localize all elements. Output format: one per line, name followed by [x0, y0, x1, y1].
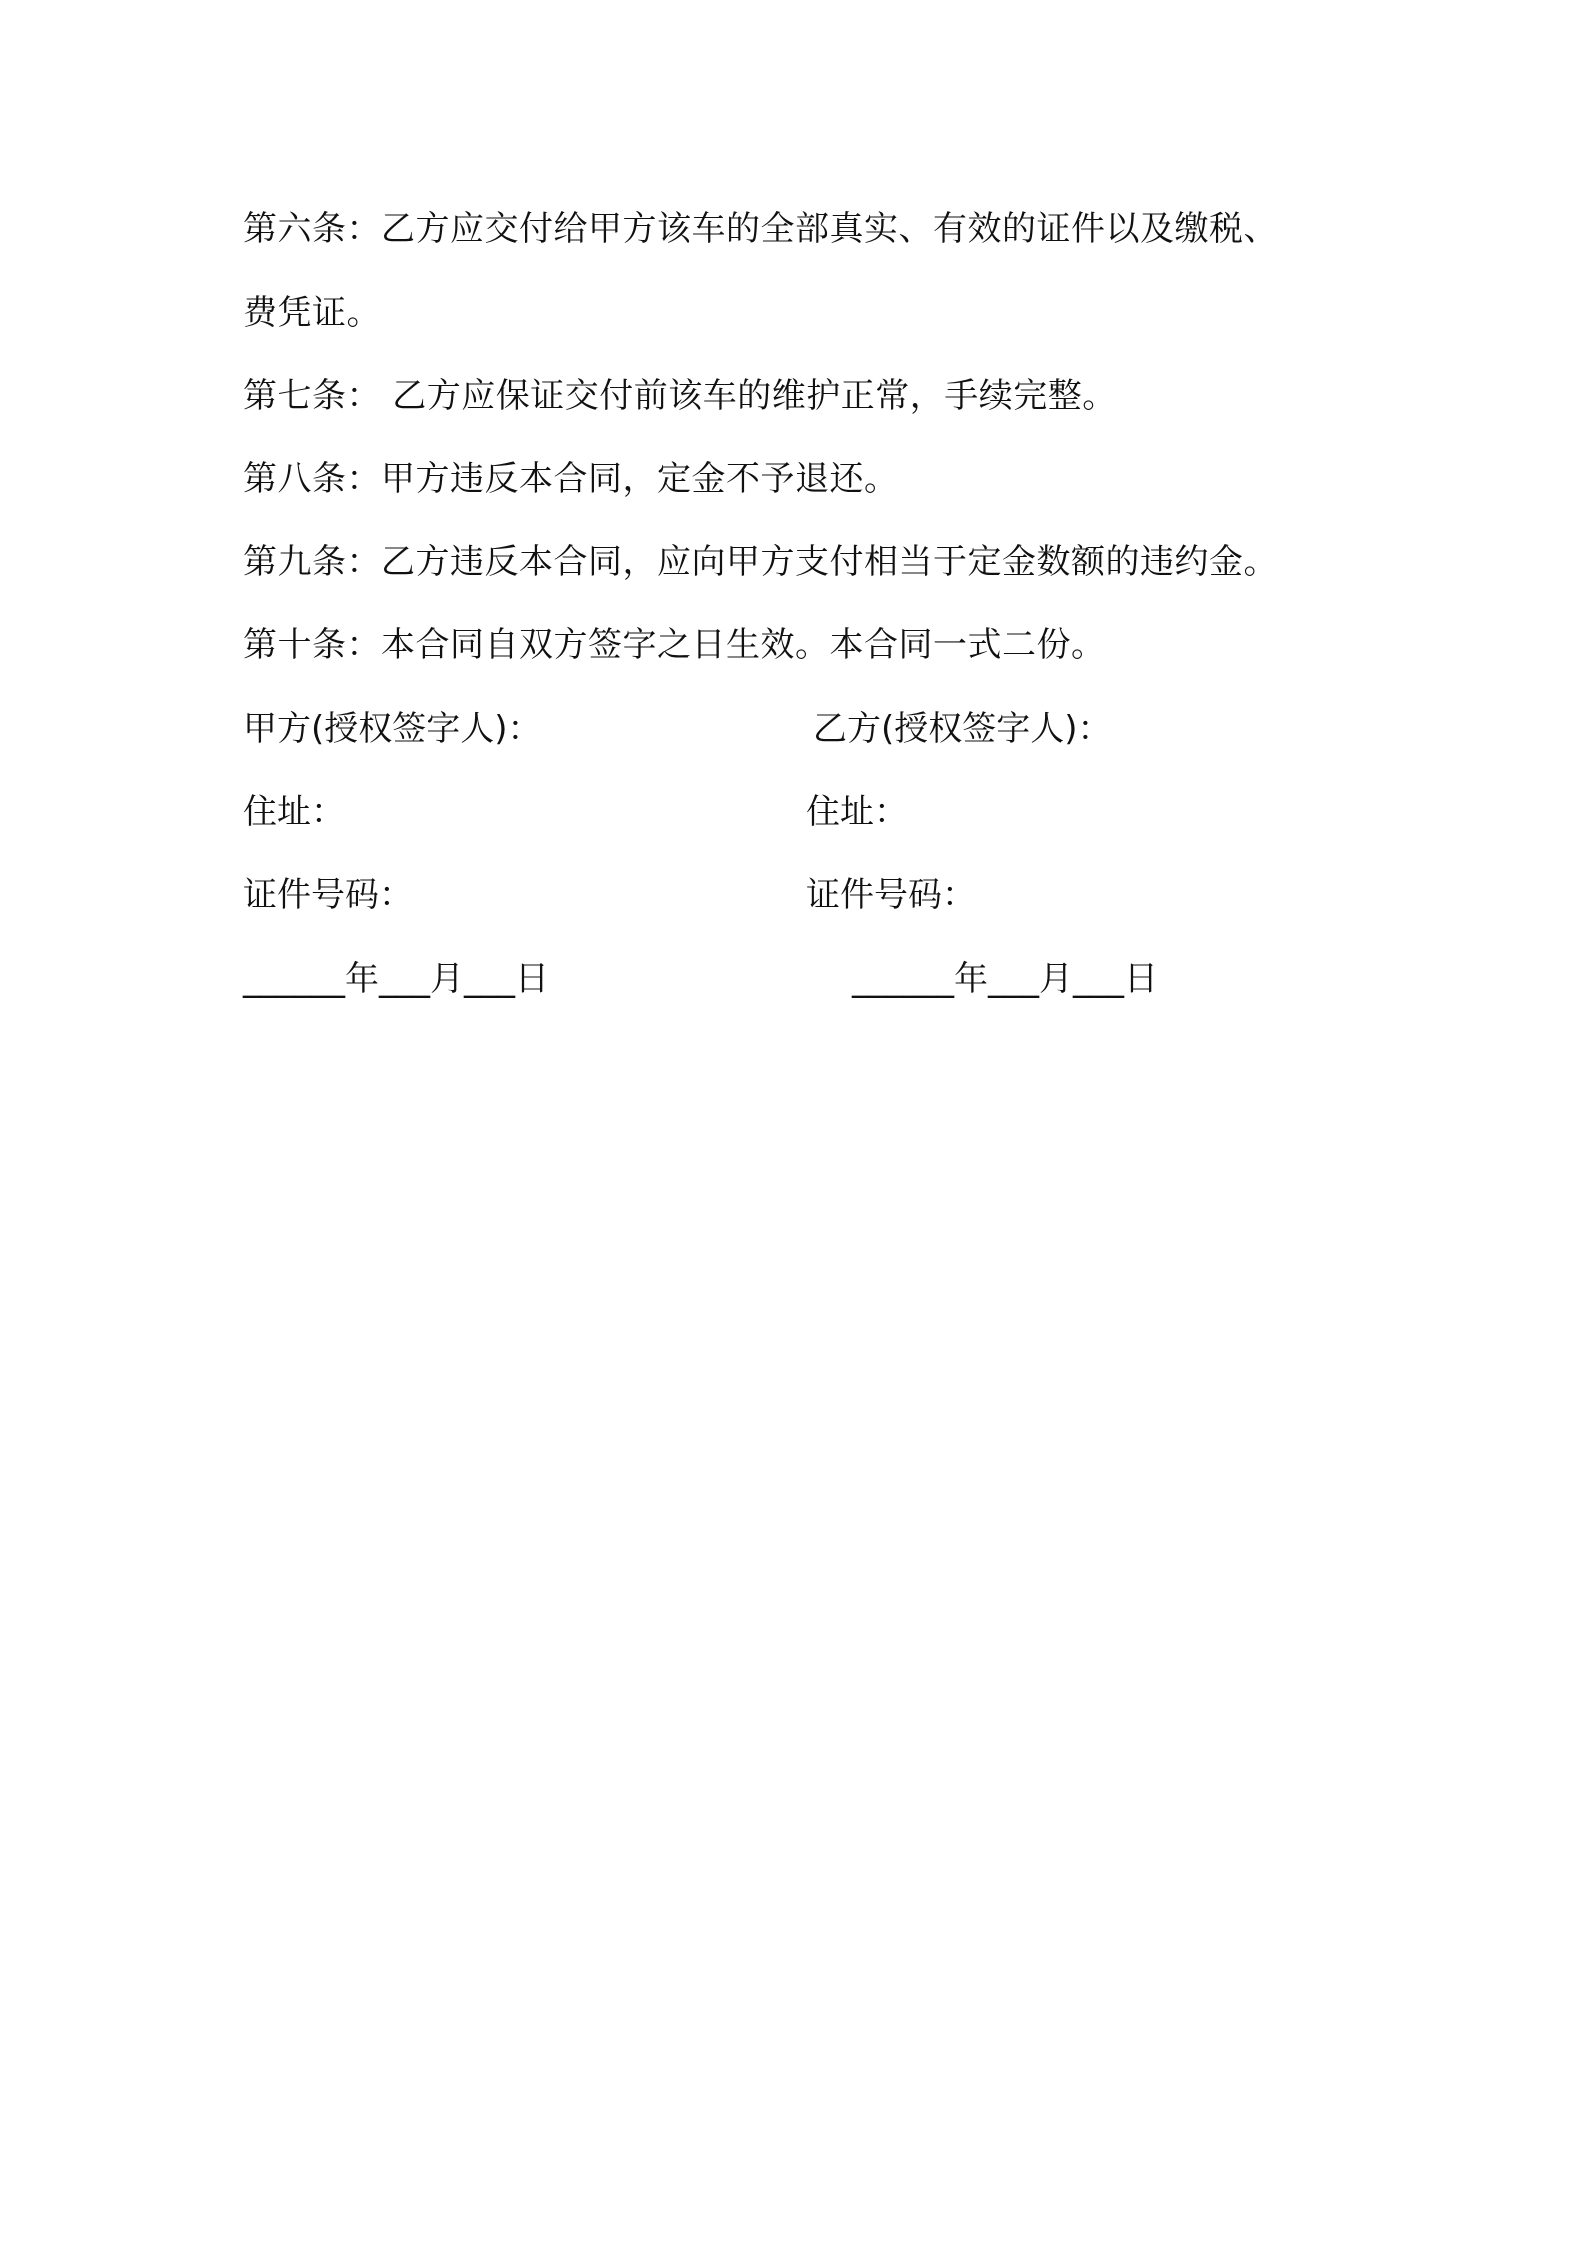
article-7: 第七条： 乙方应保证交付前该车的维护正常，手续完整。: [243, 376, 1117, 416]
article-6-line-1: 第六条：乙方应交付给甲方该车的全部真实、有效的证件以及缴税、: [243, 209, 1278, 249]
article-6-line-2: 费凭证。: [243, 293, 381, 333]
article-9: 第九条：乙方违反本合同，应向甲方支付相当于定金数额的违约金。: [243, 542, 1278, 582]
id-number-row: [243, 873, 1393, 917]
party-b-address-label: 住址：: [806, 792, 908, 832]
party-a-date-blank: ______年___月___日: [243, 959, 549, 999]
address-row: [243, 790, 1393, 834]
article-8: 第八条：甲方违反本合同，定金不予退还。: [243, 459, 899, 499]
party-b-signer-label: 乙方(授权签字人)：: [813, 709, 1112, 749]
party-a-signer-label: 甲方(授权签字人)：: [243, 709, 542, 749]
signer-row: [243, 707, 1393, 751]
party-a-id-number-label: 证件号码：: [243, 875, 413, 915]
article-10: 第十条：本合同自双方签字之日生效。本合同一式二份。: [243, 625, 1106, 665]
party-b-id-number-label: 证件号码：: [806, 875, 976, 915]
party-b-date-blank: ______年___月___日: [852, 959, 1158, 999]
date-row: [243, 957, 1393, 1001]
party-a-address-label: 住址：: [243, 792, 345, 832]
